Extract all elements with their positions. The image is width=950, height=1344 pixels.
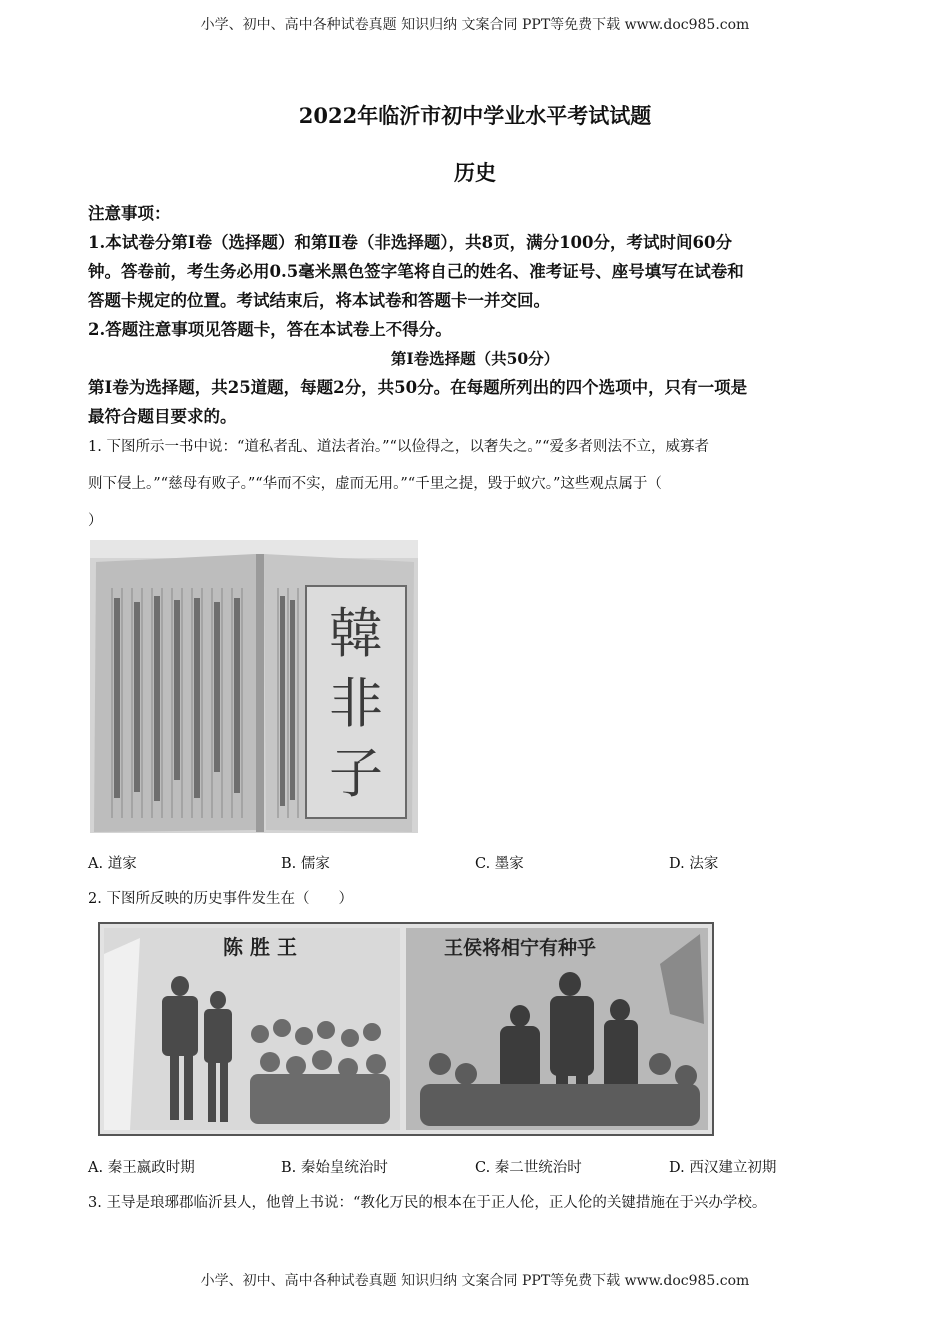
section-intro-line-1: 第Ⅰ卷为选择题，共25道题，每题2分，共50分。在每题所列出的四个选项中，只有一项是 bbox=[88, 378, 748, 397]
book-title-char-2: 非 bbox=[329, 672, 383, 735]
book-title-char-3: 子 bbox=[329, 742, 383, 805]
section-intro-line-2: 最符合题目要求的。 bbox=[88, 407, 237, 426]
notice-item-1-line-2: 钟。答卷前，考生务必用0.5毫米黑色签字笔将自己的姓名、准考证号、座号填写在试卷和 bbox=[88, 262, 744, 281]
caption-right: 王侯将相宁有种乎 bbox=[443, 937, 597, 959]
exam-title: 2022年临沂市初中学业水平考试试题 bbox=[298, 103, 652, 128]
notice-heading: 注意事项： bbox=[88, 204, 171, 223]
q2-option-b[interactable]: B. 秦始皇统治时 bbox=[281, 1160, 388, 1176]
q2-option-d[interactable]: D. 西汉建立初期 bbox=[669, 1160, 777, 1176]
page-header: 小学、初中、高中各种试卷真题 知识归纳 文案合同 PPT等免费下载 www.doc985.com bbox=[200, 17, 750, 33]
q1-option-d[interactable]: D. 法家 bbox=[669, 856, 719, 872]
q1-stem-line-2: 则下侵上。”“慈母有败子。”“华而不实，虚而无用。”“千里之提，毁于蚁穴。”这些观点属于（ bbox=[88, 476, 662, 492]
exam-subject: 历史 bbox=[454, 160, 496, 185]
q3-stem-line-1: 3. 王导是琅琊郡临沂县人，他曾上书说：“教化万民的根本在于正人伦，正人伦的关键措施在于兴办学校。 bbox=[88, 1195, 767, 1211]
notice-item-1-line-3: 答题卡规定的位置。考试结束后，将本试卷和答题卡一并交回。 bbox=[88, 291, 550, 310]
page-footer: 小学、初中、高中各种试卷真题 知识归纳 文案合同 PPT等免费下载 www.doc985.com bbox=[200, 1273, 750, 1289]
q2-illustration bbox=[98, 922, 714, 1136]
notice-item-2: 2.答题注意事项见答题卡，答在本试卷上不得分。 bbox=[88, 320, 452, 339]
q2-stem: 2. 下图所反映的历史事件发生在（ ） bbox=[88, 891, 353, 907]
q1-book-image bbox=[90, 540, 418, 833]
q1-option-b[interactable]: B. 儒家 bbox=[281, 856, 330, 872]
q2-option-c[interactable]: C. 秦二世统治时 bbox=[475, 1160, 582, 1176]
q1-stem-line-3: ） bbox=[88, 513, 103, 529]
section-title: 第Ⅰ卷选择题（共50分） bbox=[390, 349, 560, 368]
q2-option-a[interactable]: A. 秦王嬴政时期 bbox=[88, 1160, 195, 1176]
q1-option-c[interactable]: C. 墨家 bbox=[475, 856, 524, 872]
notice-item-1-line-1: 1.本试卷分第Ⅰ卷（选择题）和第Ⅱ卷（非选择题），共8页，满分100分，考试时间60分 bbox=[88, 233, 732, 252]
book-title-char-1: 韓 bbox=[329, 602, 383, 665]
caption-left: 陈 胜 王 bbox=[223, 935, 297, 959]
q1-option-a[interactable]: A. 道家 bbox=[88, 856, 137, 872]
q1-stem-line-1: 1. 下图所示一书中说：“道私者乱、道法者治。”“以俭得之，以奢失之。”“爱多者则法不立，威寡者 bbox=[88, 439, 710, 455]
